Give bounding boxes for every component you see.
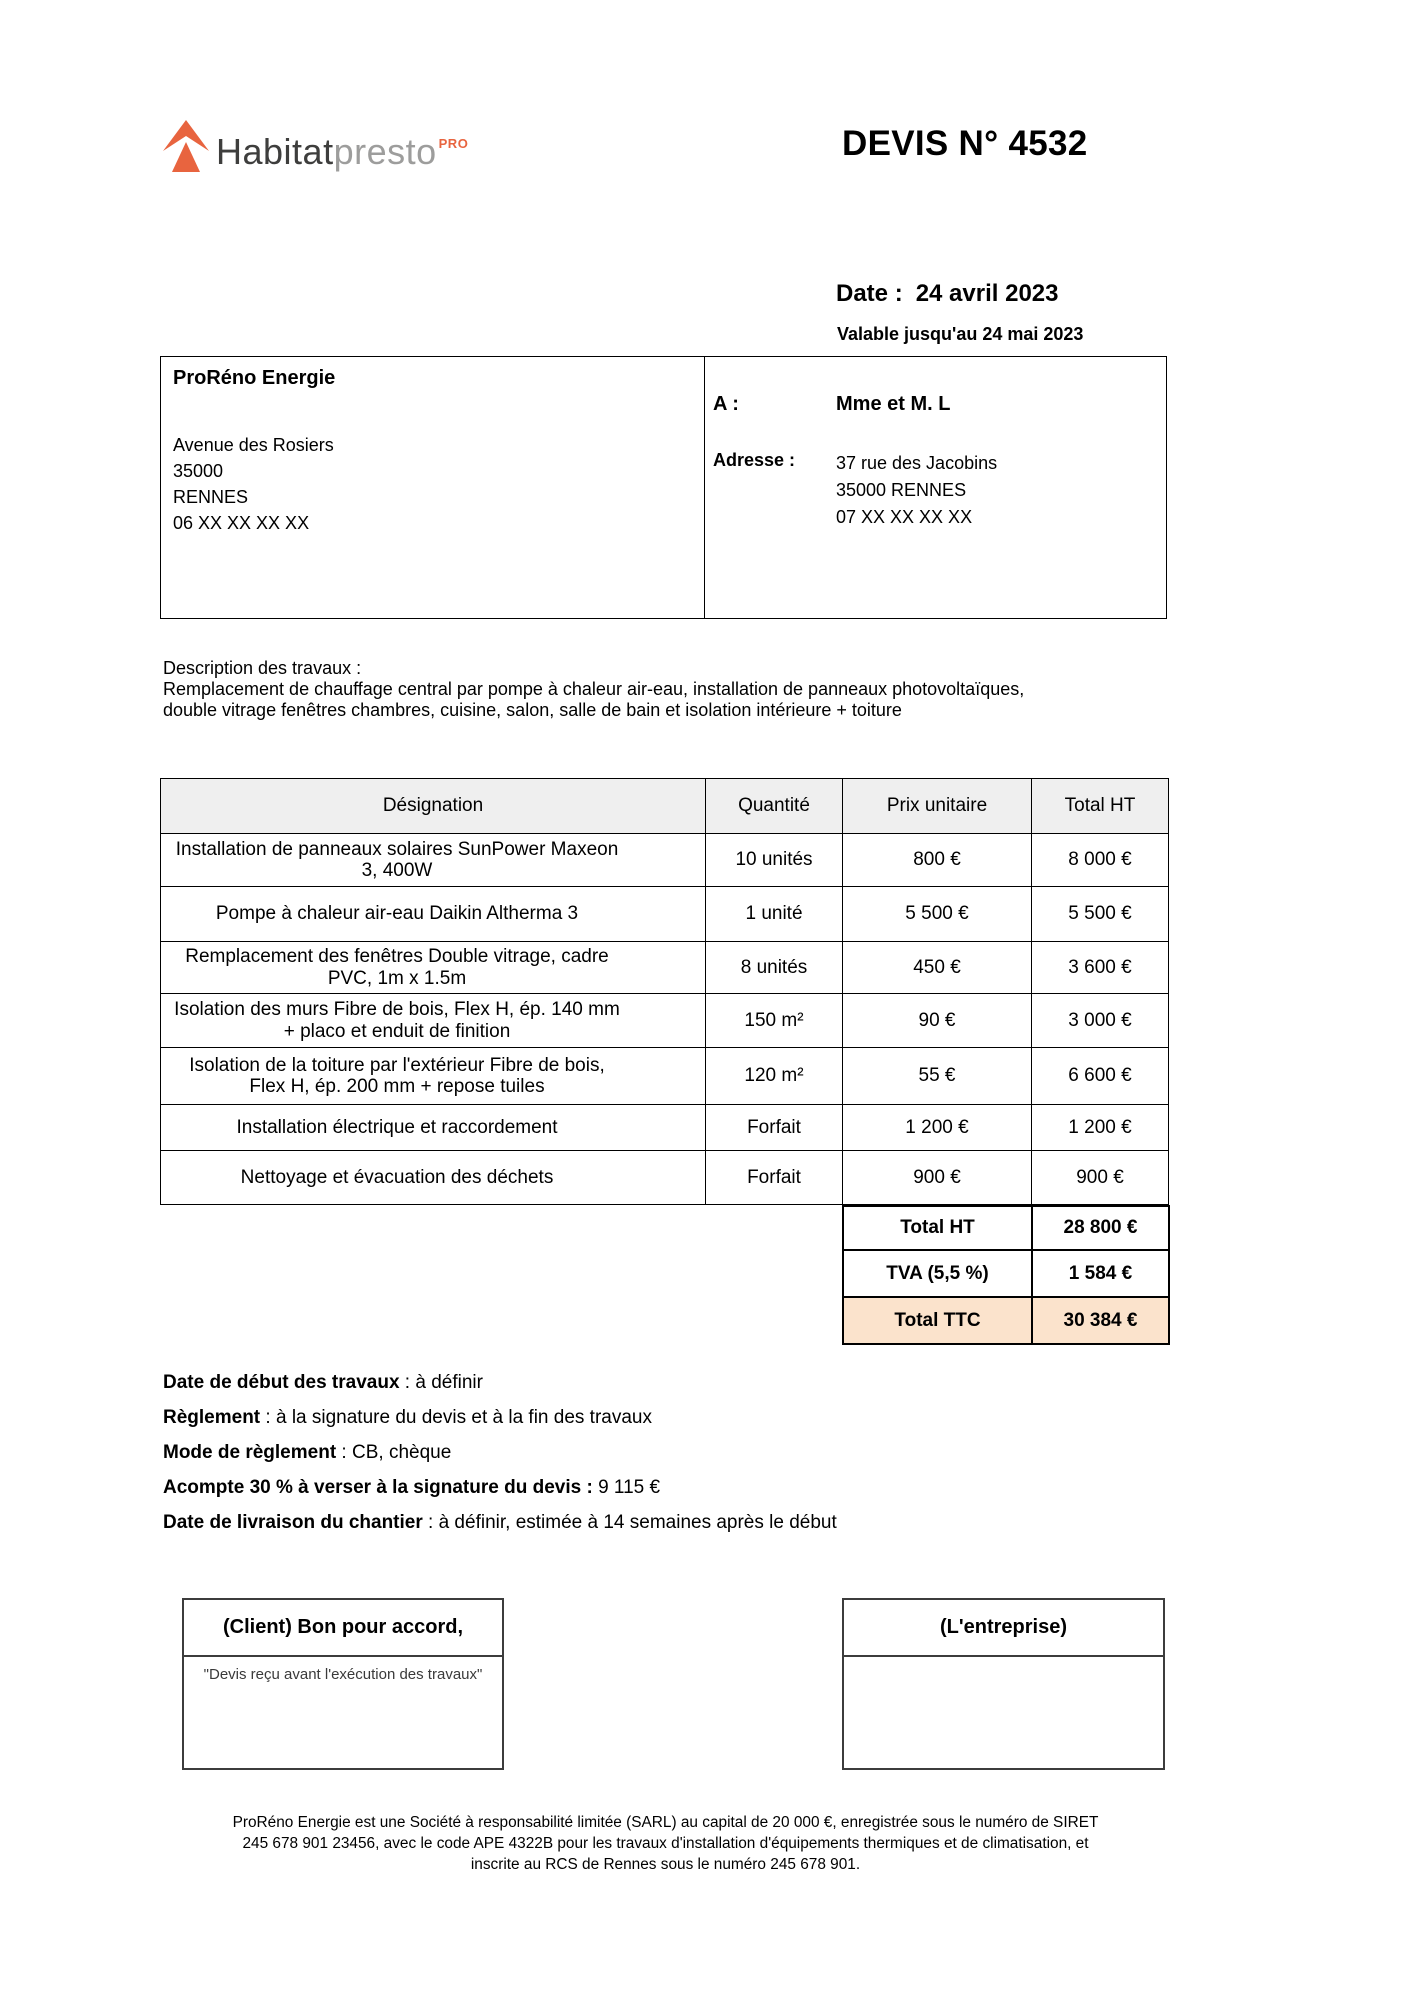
validity-line: Valable jusqu'au 24 mai 2023 [837, 324, 1084, 344]
quantity-cell: 150 m² [706, 994, 843, 1048]
client-address-row [713, 450, 1166, 531]
term-start-date [163, 1372, 837, 1394]
company-signature-area [844, 1657, 1163, 1666]
header-row [161, 779, 1169, 834]
description-label: Description des travaux : [163, 658, 362, 678]
logo-wordmark [216, 118, 468, 178]
quantity-cell: 8 unités [706, 942, 843, 994]
total-ttc-label: Total TTC [843, 1297, 1032, 1344]
client-address [836, 450, 997, 531]
unit-price-cell: 900 € [843, 1151, 1032, 1205]
designation-cell: Installation électrique et raccordement [161, 1105, 706, 1151]
company-address [173, 432, 692, 536]
logo-habitat-text: Habitat [216, 131, 334, 172]
term-value: : CB, chèque [336, 1442, 452, 1463]
client-signature-box [182, 1598, 504, 1770]
quantity-cell: 10 unités [706, 834, 843, 887]
table-row [161, 942, 1169, 994]
term-label: Date de début des travaux [163, 1372, 400, 1393]
description-text: Remplacement de chauffage central par pompe à chaleur air-eau, installation de panneaux photovoltaïques, double vitrage fenêtres chambres, cuisine, salon, salle de bain et isolation intérieure + toiture [163, 679, 1025, 720]
tva-label: TVA (5,5 %) [843, 1250, 1032, 1297]
total-cell: 5 500 € [1032, 887, 1169, 942]
term-value: : à la signature du devis et à la fin des travaux [260, 1407, 652, 1428]
total-ttc-value: 30 384 € [1032, 1297, 1169, 1344]
term-deposit [163, 1477, 837, 1499]
client-address-line1: 37 rue des Jacobins [836, 453, 998, 473]
total-ht-value: 28 800 € [1032, 1206, 1169, 1250]
designation-cell: Installation de panneaux solaires SunPower Maxeon 3, 400W [161, 834, 706, 887]
term-label: Date de livraison du chantier [163, 1512, 423, 1533]
company-signature-box [842, 1598, 1165, 1770]
term-value: 9 115 € [592, 1477, 661, 1498]
terms-section [163, 1372, 837, 1547]
unit-price-cell: 800 € [843, 834, 1032, 887]
date-value: 24 avril 2023 [915, 280, 1059, 307]
term-label: Règlement [163, 1407, 261, 1428]
habitatpresto-logo [163, 118, 468, 178]
quantity-cell: 1 unité [706, 887, 843, 942]
total-cell: 900 € [1032, 1151, 1169, 1205]
unit-price-cell: 5 500 € [843, 887, 1032, 942]
logo-pro-badge: PRO [438, 136, 469, 151]
table-row [161, 1048, 1169, 1105]
tva-row [843, 1250, 1169, 1297]
logo-presto-text: presto [333, 131, 437, 172]
designation-cell: Nettoyage et évacuation des déchets [161, 1151, 706, 1205]
designation-cell: Isolation des murs Fibre de bois, Flex H, ép. 140 mm + placo et enduit de finition [161, 994, 706, 1048]
unit-price-cell: 1 200 € [843, 1105, 1032, 1151]
company-name: ProRéno Energie [173, 367, 336, 389]
unit-price-cell: 90 € [843, 994, 1032, 1048]
quantity-cell: Forfait [706, 1105, 843, 1151]
column-header-designation: Désignation [161, 779, 706, 834]
client-signature-title: (Client) Bon pour accord, [184, 1600, 502, 1657]
table-row [161, 1105, 1169, 1151]
client-name: Mme et M. L [836, 393, 951, 415]
table-row [161, 994, 1169, 1048]
company-address-line: Avenue des Rosiers [173, 435, 334, 455]
term-value: : à définir [399, 1372, 483, 1393]
to-label: A : [713, 393, 739, 415]
column-header-total: Total HT [1032, 779, 1169, 834]
term-payment-mode [163, 1442, 837, 1464]
quantity-cell: 120 m² [706, 1048, 843, 1105]
company-postal-code: 35000 [173, 461, 224, 481]
unit-price-cell: 450 € [843, 942, 1032, 994]
total-cell: 1 200 € [1032, 1105, 1169, 1151]
total-cell: 3 600 € [1032, 942, 1169, 994]
term-label: Mode de règlement [163, 1442, 337, 1463]
items-section [160, 778, 1170, 1345]
legal-footer: ProRéno Energie est une Société à responsabilité limitée (SARL) au capital de 20 000 €, enregistrée sous le numéro de SIRET 245 678 901 23456, avec le code APE 4322B pour les travaux d'installation d'équipements thermiques et de climatisation, et inscrite au RCS de Rennes sous le numéro 245 678 901. [232, 1814, 1099, 1873]
term-label: Acompte 30 % à verser à la signature du devis : [163, 1477, 593, 1498]
tva-value: 1 584 € [1032, 1250, 1169, 1297]
term-value: : à définir, estimée à 14 semaines après le début [422, 1512, 837, 1533]
term-payment [163, 1407, 837, 1429]
company-signature-title: (L'entreprise) [844, 1600, 1163, 1657]
unit-price-cell: 55 € [843, 1048, 1032, 1105]
address-label: Adresse : [713, 450, 796, 470]
designation-cell: Isolation de la toiture par l'extérieur Fibre de bois, Flex H, ép. 200 mm + repose tuiles [161, 1048, 706, 1105]
works-description [163, 658, 1053, 721]
designation-cell: Pompe à chaleur air-eau Daikin Altherma 3 [161, 887, 706, 942]
table-row [161, 834, 1169, 887]
column-header-quantity: Quantité [706, 779, 843, 834]
column-header-unit-price: Prix unitaire [843, 779, 1032, 834]
client-address-line2: 35000 RENNES [836, 480, 967, 500]
date-line [836, 280, 1058, 308]
total-cell: 8 000 € [1032, 834, 1169, 887]
totals-table [842, 1205, 1170, 1345]
designation-cell: Remplacement des fenêtres Double vitrage, cadre PVC, 1m x 1.5m [161, 942, 706, 994]
company-city: RENNES [173, 487, 249, 507]
quantity-cell: Forfait [706, 1151, 843, 1205]
client-phone: 07 XX XX XX XX [836, 507, 973, 527]
term-delivery-date [163, 1512, 837, 1534]
table-row [161, 1151, 1169, 1205]
total-cell: 6 600 € [1032, 1048, 1169, 1105]
parties-box [160, 356, 1167, 619]
table-row [161, 887, 1169, 942]
company-phone: 06 XX XX XX XX [173, 513, 310, 533]
company-panel [161, 357, 705, 618]
client-panel [705, 357, 1166, 618]
arrow-house-icon [163, 120, 209, 177]
document-title: DEVIS N° 4532 [842, 124, 1088, 163]
date-label: Date : [836, 280, 903, 307]
total-cell: 3 000 € [1032, 994, 1169, 1048]
client-signature-subtitle: "Devis reçu avant l'exécution des travaux" [203, 1666, 483, 1683]
client-name-row [713, 393, 1166, 416]
total-ht-label: Total HT [843, 1206, 1032, 1250]
total-ht-row [843, 1206, 1169, 1250]
total-ttc-row [843, 1297, 1169, 1344]
items-table [160, 778, 1169, 1205]
